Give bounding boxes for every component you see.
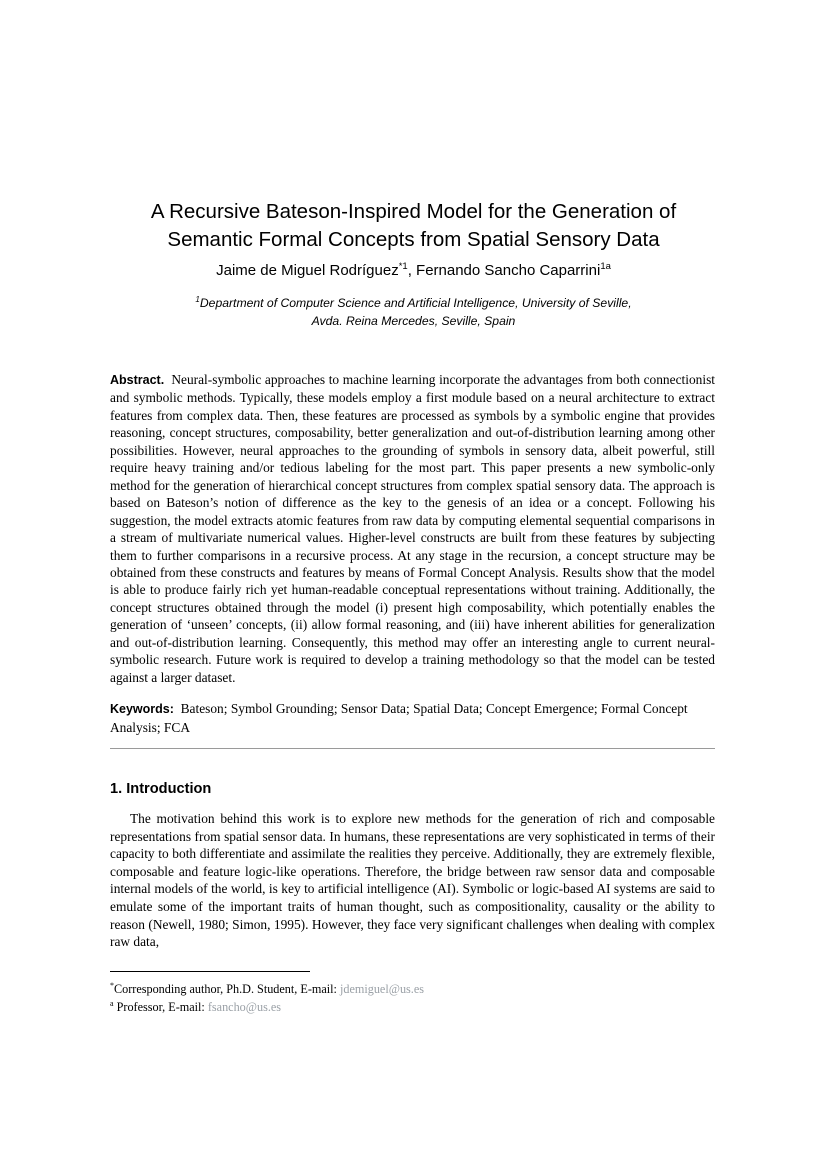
author-1-mark: *1 <box>398 261 408 272</box>
title-line-2: Semantic Formal Concepts from Spatial Sensory Data <box>167 228 660 251</box>
author-2-mark: 1a <box>600 261 611 272</box>
author-2-name: Fernando Sancho Caparrini <box>416 262 601 279</box>
author-1-name: Jaime de Miguel Rodríguez <box>216 262 399 279</box>
affiliation-line-1-text: Department of Computer Science and Artificial Intelligence, University of Seville, <box>199 296 632 310</box>
author-separator: , <box>407 262 417 279</box>
footnote-2-text: Professor, E-mail: <box>113 1000 208 1014</box>
affiliation-mark: 1 <box>195 295 200 304</box>
footnote-1 <box>110 980 715 998</box>
section-heading-introduction: 1. Introduction <box>110 781 212 797</box>
footnotes <box>110 980 715 1016</box>
abstract-label: Abstract. <box>110 373 165 387</box>
footnote-1-mark: * <box>110 981 114 990</box>
footnote-divider <box>110 971 310 972</box>
paper-title <box>60 198 767 254</box>
affiliation-line-1 <box>60 294 767 312</box>
footnote-2-mark: a <box>110 999 114 1008</box>
keywords <box>110 700 715 736</box>
affiliation <box>60 294 767 330</box>
abstract-text: Neural-symbolic approaches to machine learning incorporate the advantages from both connectionist and symbolic methods. Typically, these models employ a first module based on a neural architecture to extract features from complex data. Then, these features are processed as symbols by a symbolic engine that provides reasoning, concept structures, composability, better generalization and out-of-distribution learning among other possibilities. However, neural approaches to the grounding of symbols in sensory data, albeit powerful, still require heavy training and/or tedious labeling for the most part. This paper presents a new symbolic-only method for the generation of hierarchical concept structures from complex spatial sensory data. The approach is based on Bateson’s notion of difference as the key to the genesis of an idea or a concept. Following his suggestion, the model extracts atomic features from raw data by computing elemental sequential comparisons in a stream of multivariate numerical values. Higher-level constructs are built from these features by subjecting them to further comparisons in a recursive process. At any stage in the recursion, a concept structure may be obtained from these constructs and features by means of Formal Concept Analysis. Results show that the model is able to produce fairly rich yet human-readable conceptual representations without training. Additionally, the concept structures obtained through the model (i) present high composability, which potentially enables the generation of ‘unseen’ concepts, (ii) allow formal reasoning, and (iii) have inherent abilities for generalization and out-of-distribution learning. Consequently, this method may offer an interesting angle to current neural-symbolic research. Future work is required to develop a training methodology so that the model can be tested against a larger dataset. <box>110 372 715 685</box>
footnote-2 <box>110 998 715 1016</box>
affiliation-line-2: Avda. Reina Mercedes, Seville, Spain <box>311 314 516 328</box>
author-list <box>60 261 767 281</box>
title-line-1: A Recursive Bateson-Inspired Model for the Generation of <box>150 200 677 223</box>
footnote-1-email-link[interactable]: jdemiguel@us.es <box>339 982 424 996</box>
abstract <box>110 371 715 686</box>
footnote-1-text: Corresponding author, Ph.D. Student, E-mail: <box>114 982 340 996</box>
keywords-label: Keywords: <box>110 702 174 716</box>
abstract-divider <box>110 748 715 749</box>
introduction-paragraph: The motivation behind this work is to explore new methods for the generation of rich and composable representations from spatial sensor data. In humans, these representations are very sophisticated in terms of their capacity to both differentiate and assimilate the realities they perceive. Additionally, they are extremely flexible, composable and feature logic-like operations. Therefore, the bridge between raw sensor data and composable internal models of the world, is key to artificial intelligence (AI). Symbolic or logic-based AI systems are said to emulate some of the important traits of human thought, such as compositionality, causality or the ability to reason (Newell, 1980; Simon, 1995). However, they face very significant challenges when dealing with complex raw data, <box>110 811 715 950</box>
keywords-text: Bateson; Symbol Grounding; Sensor Data; Spatial Data; Concept Emergence; Formal Concept Analysis; FCA <box>110 701 688 735</box>
footnote-2-email-link[interactable]: fsancho@us.es <box>207 1000 282 1014</box>
